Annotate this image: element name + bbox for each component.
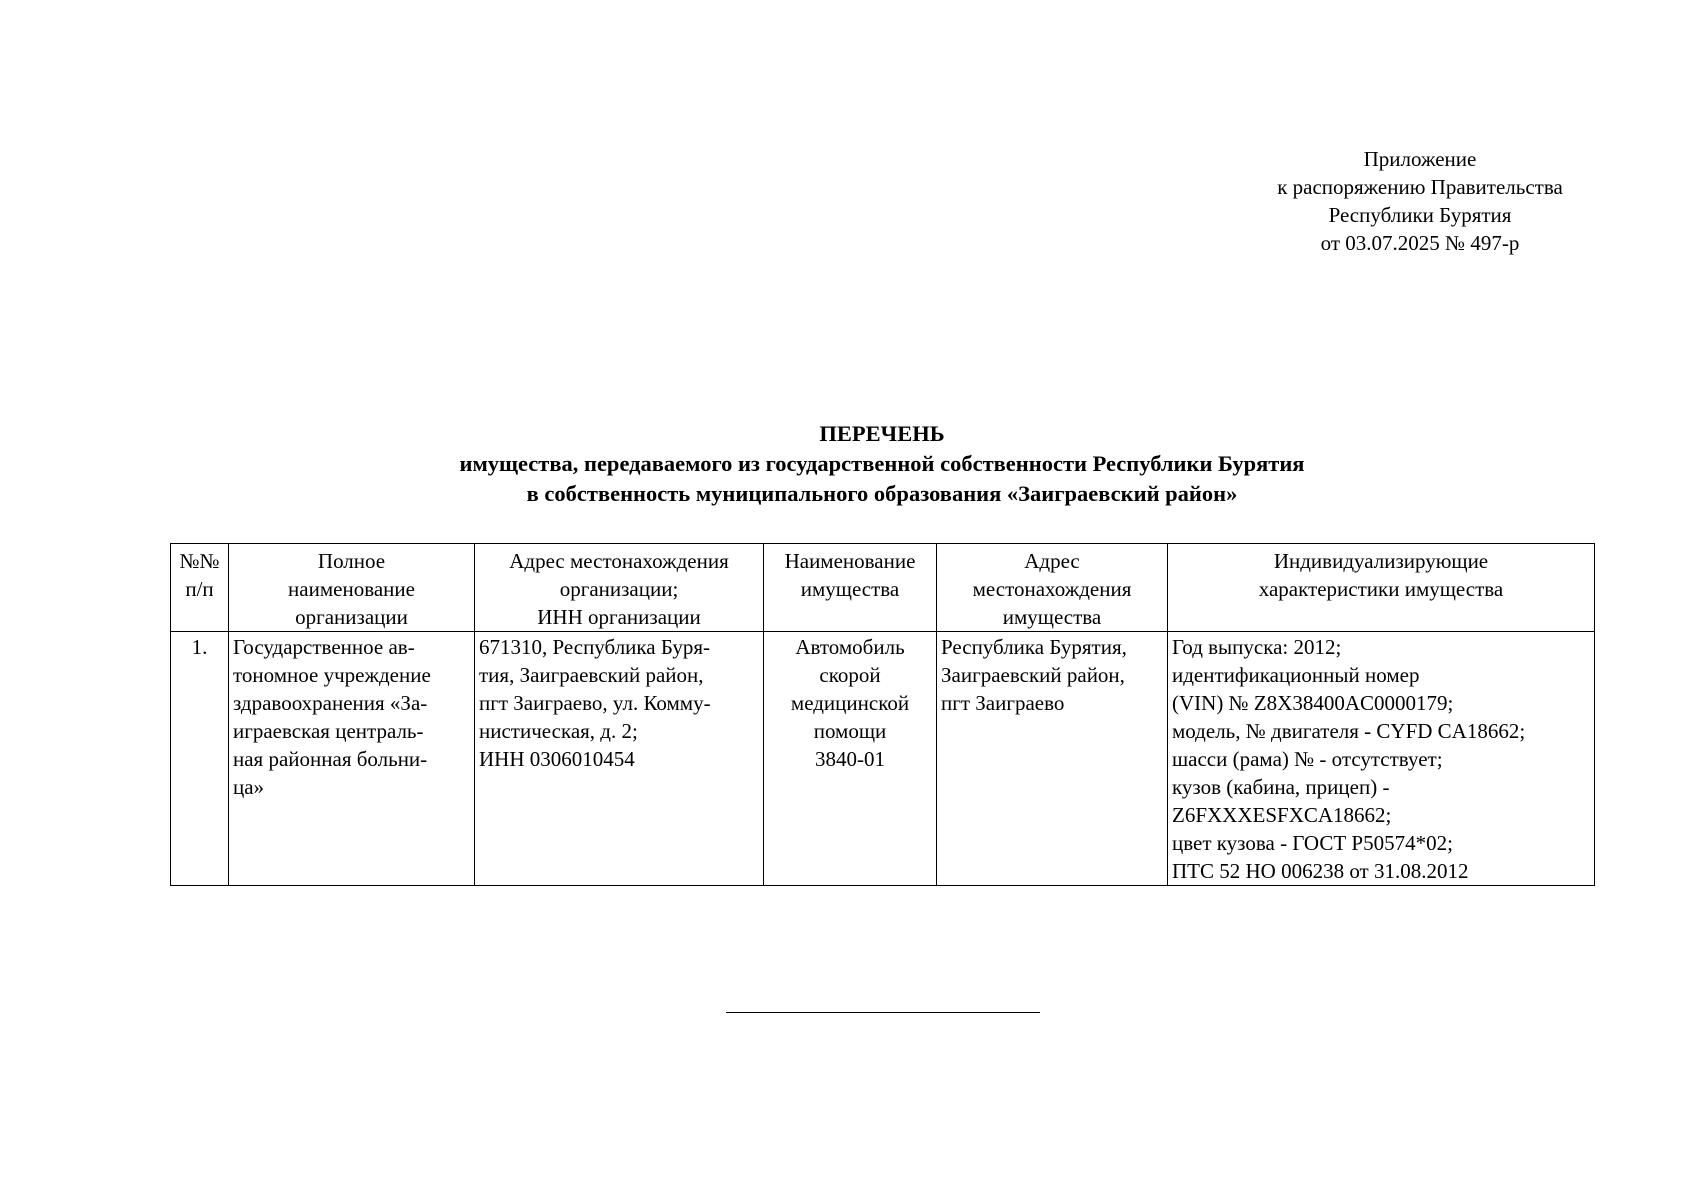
cell-text-line: Республика Бурятия, [941,635,1127,659]
cell-text-line: Заиграевский район, [941,663,1125,687]
header-row [171,544,1595,632]
cell-text-line: тия, Заиграевский район, [479,663,704,687]
cell-text-line: 671310, Республика Буря- [479,635,711,659]
cell-text-line: Z6FXXXESFXCA18662; [1172,803,1392,827]
cell-text-line: 1. [191,635,208,659]
table-header [171,544,1595,632]
title-line: в собственность муниципального образования «Заиграевский район» [526,481,1238,506]
cell-text-line: пгт Заиграево [941,691,1065,715]
cell-property-address [937,632,1168,886]
header-cell-organization [229,544,475,632]
header-cell-number [171,544,229,632]
cell-organization [229,632,475,886]
cell-text-line: имущества [1002,605,1102,629]
cell-text-line: модель, № двигателя - CYFD CA18662; [1172,719,1526,743]
property-table [170,543,1595,886]
cell-text-line: кузов (кабина, прицеп) - [1172,775,1390,799]
cell-text-line: Автомобиль [795,635,905,659]
cell-text-line: здравоохранения «За- [233,691,428,715]
appendix-block [1240,145,1600,257]
cell-text-line: организации [295,605,408,629]
cell-text-line: медицинской [790,691,910,715]
cell-text-line: ная районная больни- [233,747,428,771]
title-line: имущества, передаваемого из государственной собственности Республики Бурятия [459,451,1305,476]
cell-text-line: (VIN) № Z8X38400AC0000179; [1172,691,1454,715]
header-cell-property-name [764,544,937,632]
cell-text-line: ИНН организации [537,605,701,629]
cell-text-line: п/п [185,577,214,601]
cell-text-line: идентификационный номер [1172,663,1420,687]
cell-number [171,632,229,886]
cell-text-line: Год выпуска: 2012; [1172,635,1342,659]
appendix-line: Республики Бурятия [1328,203,1512,227]
cell-property-name [764,632,937,886]
cell-text-line: играевская централь- [233,719,424,743]
footer-divider [726,1012,1040,1013]
cell-text-line: 3840-01 [815,747,885,771]
header-cell-org-address [475,544,764,632]
cell-text-line: наименование [288,577,415,601]
cell-org-address [475,632,764,886]
cell-text-line: Индивидуализирующие [1273,549,1489,573]
cell-text-line: помощи [813,719,887,743]
cell-text-line: Адрес местонахождения [509,549,729,573]
cell-text-line: цвет кузова - ГОСТ Р50574*02; [1172,831,1453,855]
title-heading: ПЕРЕЧЕНЬ [819,421,945,446]
cell-text-line: характеристики имущества [1258,577,1504,601]
appendix-line: Приложение [1363,147,1477,171]
cell-text-line: Адрес [1024,549,1080,573]
table-row [171,632,1595,886]
cell-text-line: ИНН 0306010454 [479,747,635,771]
cell-text-line: Полное [317,549,386,573]
cell-text-line: тономное учреждение [233,663,431,687]
cell-text-line: Наименование [784,549,916,573]
cell-text-line: пгт Заиграево, ул. Комму- [479,691,711,715]
cell-text-line: местонахождения [972,577,1132,601]
cell-text-line: ПТС 52 НО 006238 от 31.08.2012 [1172,859,1469,883]
header-cell-characteristics [1168,544,1595,632]
cell-text-line: №№ [179,549,220,573]
cell-characteristics [1168,632,1595,886]
cell-text-line: нистическая, д. 2; [479,719,638,743]
cell-text-line: имущества [800,577,900,601]
cell-text-line: Государственное ав- [233,635,415,659]
document-title [170,419,1594,509]
cell-text-line: шасси (рама) № - отсутствует; [1172,747,1443,771]
appendix-line: к распоряжению Правительства [1277,175,1563,199]
cell-text-line: организации; [559,577,679,601]
appendix-date-line: от 03.07.2025 № 497-р [1320,231,1520,255]
cell-text-line: ца» [233,775,265,799]
header-cell-property-address [937,544,1168,632]
cell-text-line: скорой [819,663,881,687]
